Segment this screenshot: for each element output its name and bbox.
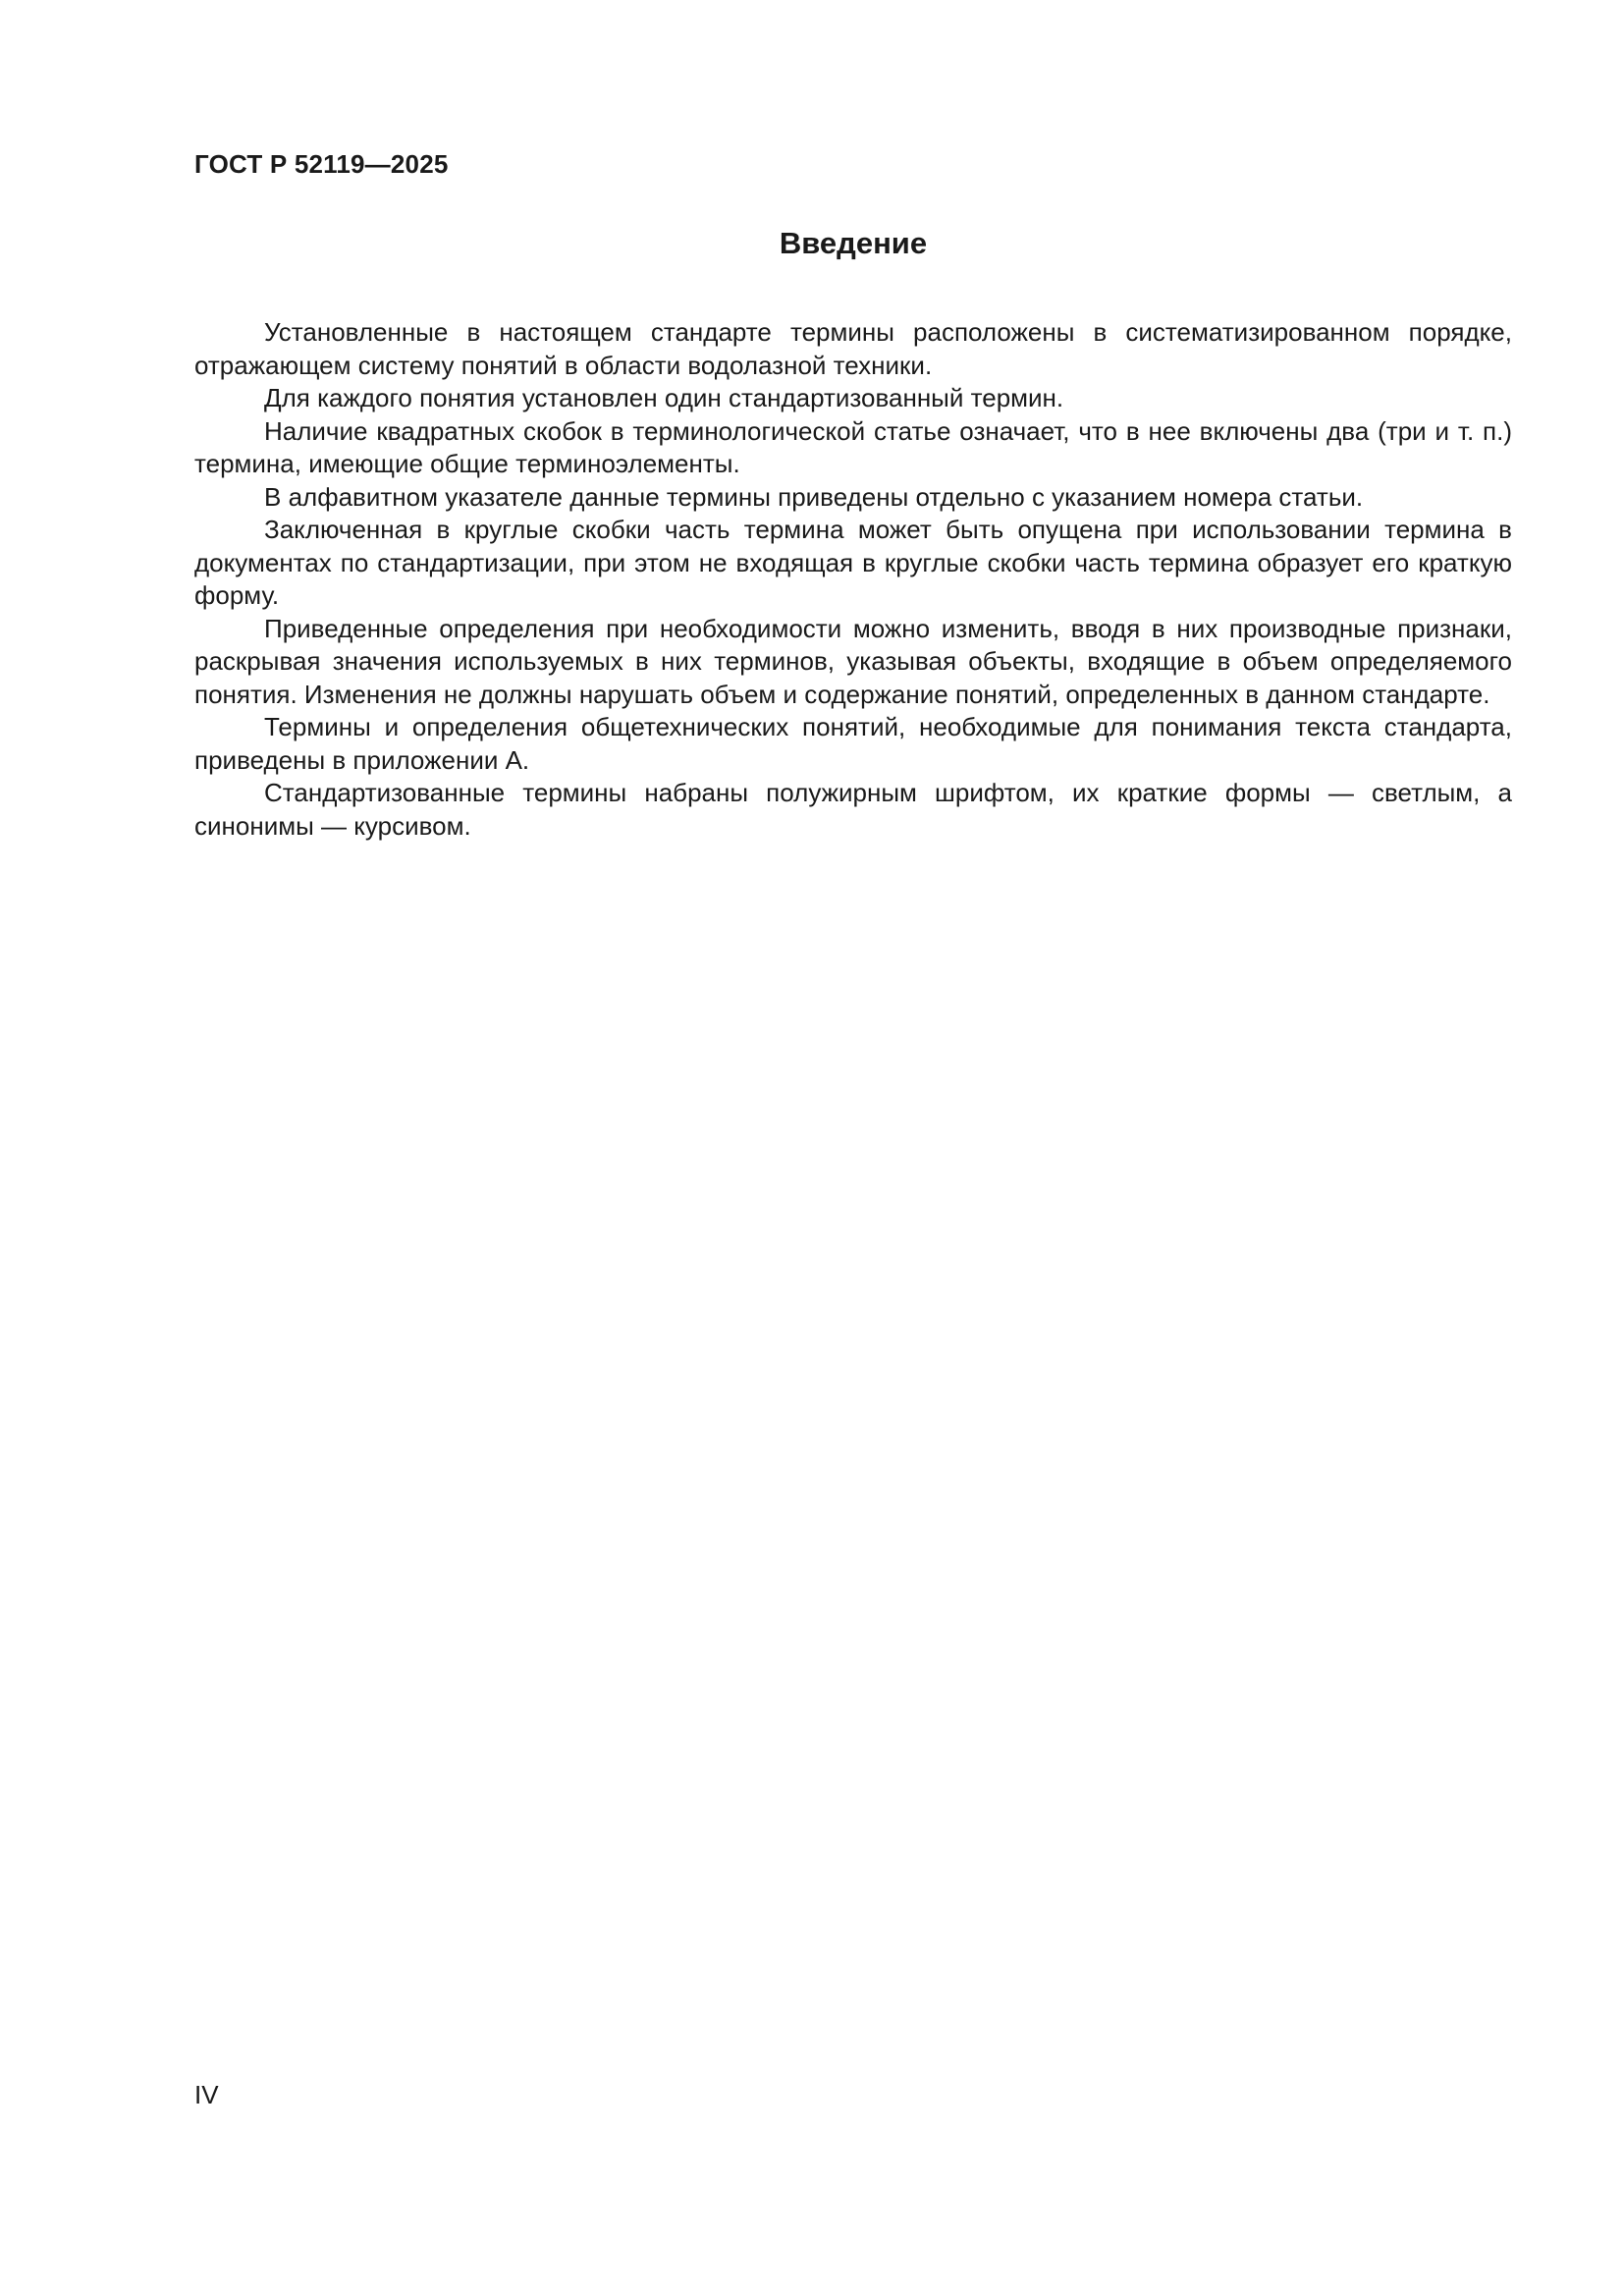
- paragraph: Стандартизованные термины набраны полужирным шрифтом, их краткие формы — светлым, а синонимы — курсивом.: [194, 778, 1512, 841]
- document-code: ГОСТ Р 52119—2025: [194, 149, 449, 179]
- paragraph: Установленные в настоящем стандарте термины расположены в систематизированном порядке, отражающем систему понятий в области водолазной техники.: [194, 317, 1512, 380]
- paragraph: Приведенные определения при необходимости можно изменить, вводя в них производные признаки, раскрывая значения используемых в них терминов, указывая объекты, входящие в объем определяемого понятия. Изменения не должны нарушать объем и содержание понятий, определенных в данном стандарте.: [194, 613, 1512, 709]
- section-title: Введение: [779, 226, 928, 260]
- page-number: IV: [194, 2080, 219, 2109]
- paragraph: В алфавитном указателе данные термины приведены отдельно с указанием номера статьи.: [264, 481, 1364, 512]
- paragraph: Наличие квадратных скобок в терминологической статье означает, что в нее включены два (три и т. п.) термина, имеющие общие терминоэлементы.: [194, 415, 1512, 478]
- paragraph: Для каждого понятия установлен один стандартизованный термин.: [264, 383, 1064, 412]
- paragraph: Заключенная в круглые скобки часть термина может быть опущена при использовании термина в документах по стандартизации, при этом не входящая в круглые скобки часть термина образует его краткую форму.: [194, 515, 1512, 610]
- paragraph: Термины и определения общетехнических понятий, необходимые для понимания текста стандарта, приведены в приложении А.: [194, 712, 1512, 775]
- introduction-body: [194, 316, 1512, 843]
